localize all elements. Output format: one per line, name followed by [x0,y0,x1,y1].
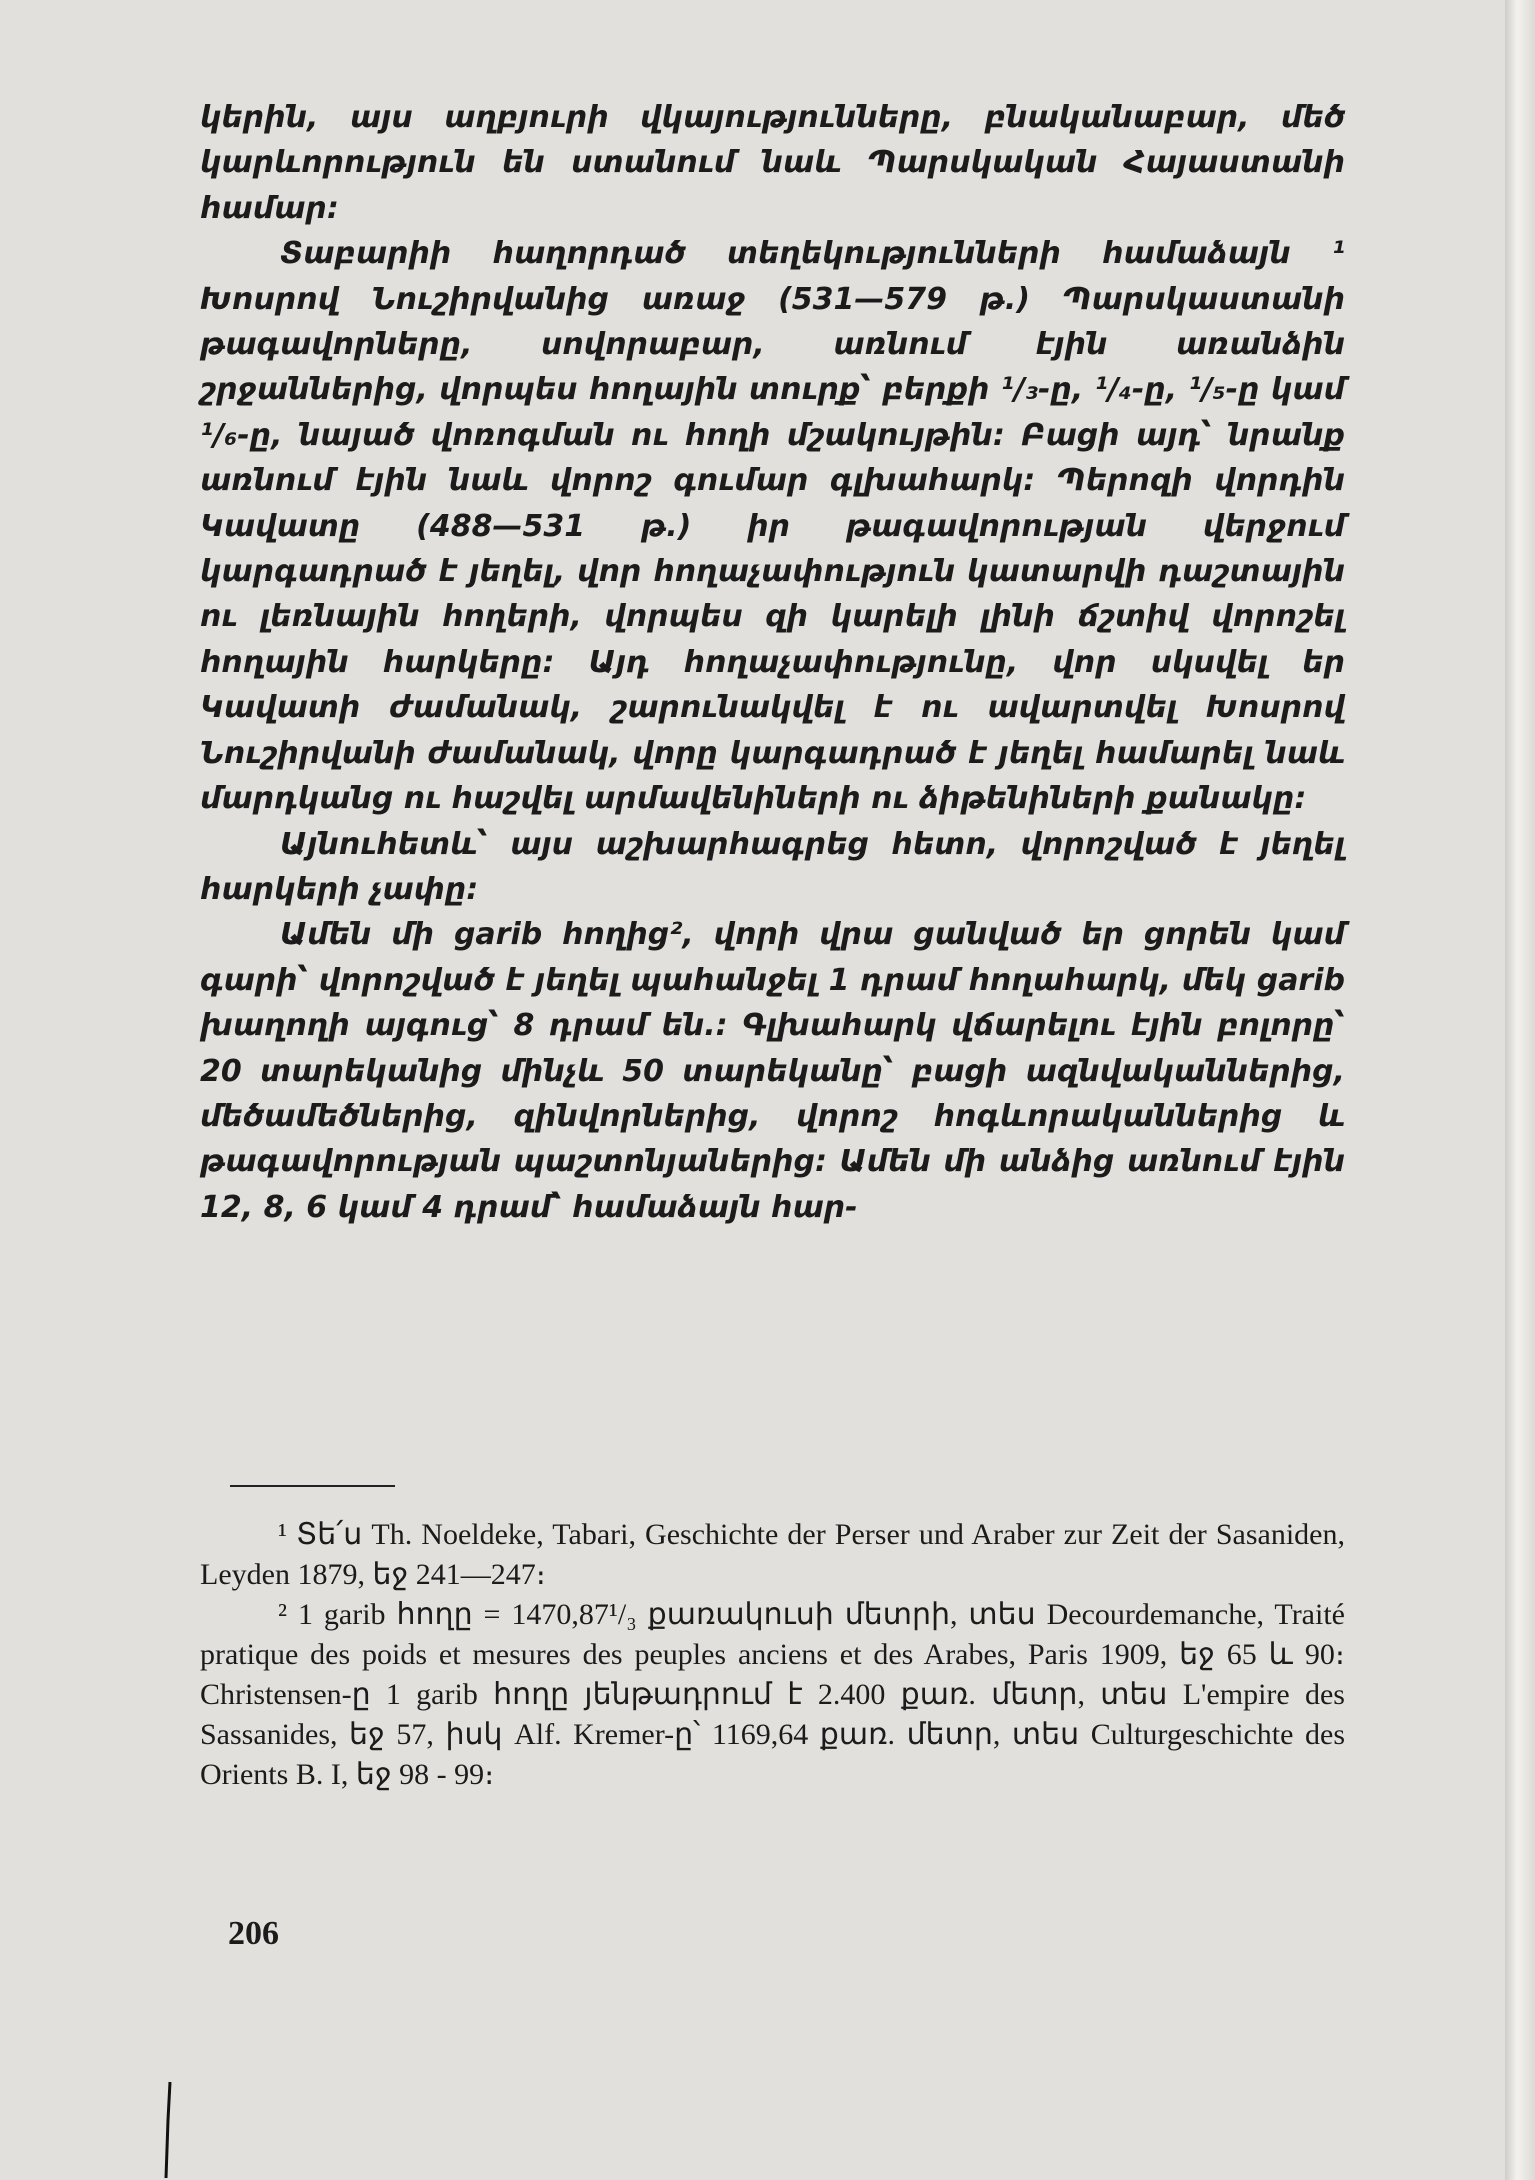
page-number: 206 [228,1915,279,1952]
paragraph-1: կերին, այս աղբյուրի վկայությունները, բնականաբար, մեծ կարևորություն են ստանում նաև Պարսկական Հայաստանի համար։ [200,100,1345,226]
pen-mark [164,2080,172,2180]
paragraph-2: Տաբարիի հաղորդած տեղեկությունների համաձայն ¹ Խոսրով Նուշիրվանից առաջ (531—579 թ.) Պարսկաստանի թագավորները, սովորաբար, առնում էյին առանձին շրջաններից, վորպես հողային տուրք՝ բերքի ¹/₃-ը, ¹/₄-ը, ¹/₅-ը կամ ¹/₆-ը, նայած վոռոգման ու հողի մշակույթին։ Բացի այդ՝ նրանք առնում էյին նաև վորոշ գումար գլխահարկ։ Պերոզի վորդին Կավատը (488—531 թ.) իր թագավորության վերջում կարգադրած է յեղել, վոր հողաչափություն կատարվի դաշտային ու լեռնային հողերի, վորպես զի կարելի լինի ճշտիվ վորոշել հողային հարկերը։ Այդ հողաչափությունը, վոր սկսվել եր Կավատի ժամանակ, շարունակվել է ու ավարտվել Խոսրով Նուշիրվանի ժամանակ, վորը կարգադրած է յեղել համարել նաև մարդկանց ու հաշվել արմավենիների ու ձիթենիների քանակը։ [200,236,1345,817]
page-binding-edge [1505,0,1535,2180]
paragraph-3: Այնուհետև՝ այս աշխարհագրեց հետո, վորոշված է յեղել հարկերի չափը։ [200,826,1345,907]
paragraph-4: Ամեն մի garib հողից², վորի վրա ցանված եր ցորեն կամ գարի՝ վորոշված է յեղել պահանջել 1 դրամ հողահարկ, մեկ garib խաղողի այգուց՝ 8 դրամ են.։ Գլխահարկ վճարելու էյին բոլորը՝ 20 տարեկանից մինչև 50 տարեկանը՝ բացի ազնվականներից, մեծամեծներից, զինվորներից, վորոշ հոգևորականներից և թագավորության պաշտոնյաներից։ Ամեն մի անձից առնում էյին 12, 8, 6 կամ 4 դրամ՝ համաձայն հար- [200,917,1345,1225]
footnote-separator [230,1485,395,1487]
main-text [200,95,1345,1230]
footnotes [200,1515,1345,1795]
footnote-2: ² 1 garib հողը = 1470,87¹/₃ քառակուսի մետրի, տես Decourdemanche, Traité pratique des poids et mesures des peuples anciens et des Arabes, Paris 1909, եջ 65 և 90։ Christensen-ը 1 garib հողը յենթադրում է 2.400 քառ. մետր, տես L'empire des Sassanides, եջ 57, իսկ Alf. Kremer-ը՝ 1169,64 քառ. մետր, տես Culturgeschichte des Orients B. I, եջ 98 - 99։ [200,1598,1345,1791]
footnote-1: ¹ Տե՛ս Th. Noeldeke, Tabari, Geschichte der Perser und Araber zur Zeit der Sasaniden, Leyden 1879, եջ 241—247։ [200,1518,1345,1591]
